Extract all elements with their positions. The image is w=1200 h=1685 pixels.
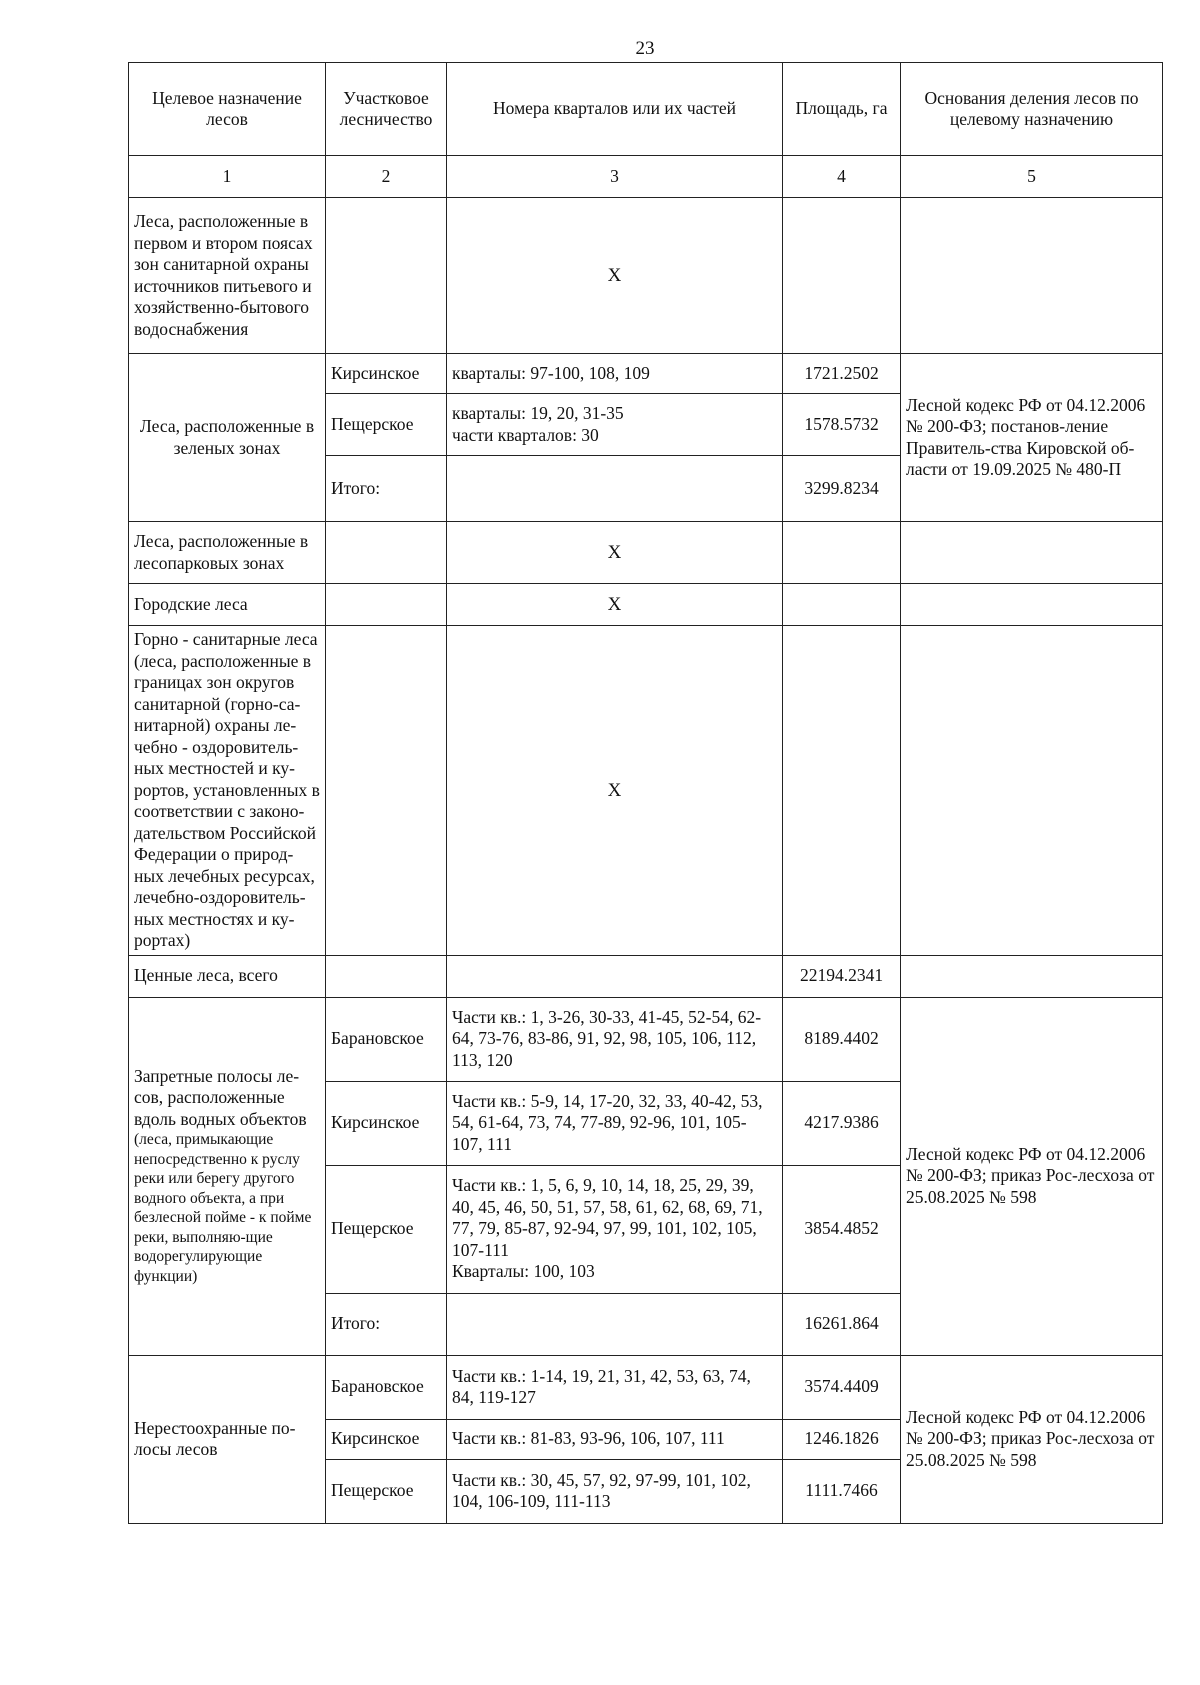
table-row [129, 1355, 1163, 1419]
forestry-cell: Барановское [326, 1355, 447, 1419]
table-row [129, 522, 1163, 584]
total-label: Итого: [326, 1293, 447, 1355]
area-cell: 3574.4409 [783, 1355, 901, 1419]
basis-cell: Лесной кодекс РФ от 04.12.2006 № 200-ФЗ; приказ Рос-лесхоза от 25.08.2025 № 598 [901, 1355, 1163, 1523]
purpose-cell: Леса, расположенные в зеленых зонах [129, 354, 326, 522]
forestry-cell: Кирсинское [326, 354, 447, 394]
quarters-cell [447, 394, 783, 456]
purpose-cell: Нерестоохранные по-лосы лесов [129, 1355, 326, 1523]
header-row [129, 63, 1163, 156]
not-applicable-mark: Х [447, 522, 783, 584]
forestry-cell: Пещерское [326, 394, 447, 456]
purpose-note: (леса, примыкающие непосредственно к руслу реки или берегу другого водного объекта, а при безлесной пойме - к пойме реки, выполняю-щие водорегулирующие функции) [134, 1131, 312, 1285]
col-number: 2 [326, 156, 447, 198]
header-purpose: Целевое назначение лесов [129, 63, 326, 156]
table-row [129, 626, 1163, 956]
column-number-row [129, 156, 1163, 198]
total-area: 16261.864 [783, 1293, 901, 1355]
quarters-line: кварталы: 19, 20, 31-35 [452, 403, 624, 423]
purpose-cell: Городские леса [129, 584, 326, 626]
area-cell: 4217.9386 [783, 1081, 901, 1165]
quarters-cell [447, 1165, 783, 1293]
basis-cell: Лесной кодекс РФ от 04.12.2006 № 200-ФЗ; постанов-ление Правитель-ства Кировской об-ласти от 19.09.2025 № 480-П [901, 354, 1163, 522]
total-label: Итого: [326, 456, 447, 522]
area-cell: 1246.1826 [783, 1419, 901, 1459]
page-number: 23 [635, 38, 655, 59]
area-cell: 3854.4852 [783, 1165, 901, 1293]
col-number: 1 [129, 156, 326, 198]
purpose-cell: Леса, расположенные в лесопарковых зонах [129, 522, 326, 584]
quarters-cell: Части кв.: 30, 45, 57, 92, 97-99, 101, 102, 104, 106-109, 111-113 [447, 1459, 783, 1523]
quarters-line: части кварталов: 30 [452, 424, 599, 445]
col-number: 3 [447, 156, 783, 198]
quarters-line: Кварталы: 100, 103 [452, 1261, 595, 1282]
header-quarters: Номера кварталов или их частей [447, 63, 783, 156]
header-forestry: Участковое лесничество [326, 63, 447, 156]
table-row [129, 354, 1163, 394]
header-basis: Основания деления лесов по целевому назначению [901, 63, 1163, 156]
not-applicable-mark: Х [447, 584, 783, 626]
not-applicable-mark: Х [447, 626, 783, 956]
forestry-cell: Пещерское [326, 1165, 447, 1293]
table-row [129, 955, 1163, 997]
quarters-cell: Части кв.: 1-14, 19, 21, 31, 42, 53, 63, 74, 84, 119-127 [447, 1355, 783, 1419]
col-number: 4 [783, 156, 901, 198]
not-applicable-mark: Х [447, 198, 783, 354]
basis-cell: Лесной кодекс РФ от 04.12.2006 № 200-ФЗ; приказ Рос-лесхоза от 25.08.2025 № 598 [901, 997, 1163, 1355]
table-row [129, 198, 1163, 354]
purpose-cell: Леса, расположенные в первом и втором поясах зон санитарной охраны источников питьевого и хозяйственно-бытового водоснабжения [129, 198, 326, 354]
col-number: 5 [901, 156, 1163, 198]
purpose-cell [129, 997, 326, 1355]
area-cell: 1111.7466 [783, 1459, 901, 1523]
forest-purpose-table [128, 62, 1163, 1524]
purpose-cell: Горно - санитарные леса (леса, расположенные в границах зон округов санитарной (горно-са-нитарной) охраны ле-чебно - оздоровитель-ных местностей и ку-рортов, установленных в соответствии с законо-дательством Российской Федерации о природ-ных лечебных ресурсах, лечебно-оздоровитель-ных местностях и ку-рортах) [129, 626, 326, 956]
forestry-cell: Пещерское [326, 1459, 447, 1523]
area-cell: 8189.4402 [783, 997, 901, 1081]
purpose-text: Запретные полосы ле-сов, расположенные вдоль водных объектов [134, 1065, 307, 1129]
area-cell: 22194.2341 [783, 955, 901, 997]
table-row [129, 584, 1163, 626]
quarters-line: Части кв.: 1, 5, 6, 9, 10, 14, 18, 25, 29, 39, 40, 45, 46, 50, 51, 57, 58, 61, 62, 68, 69, 71, 77, 79, 85-87, 92-94, 97, 99, 101, 102, 105, 107-111 [452, 1175, 763, 1260]
area-cell: 1721.2502 [783, 354, 901, 394]
header-area: Площадь, га [783, 63, 901, 156]
table-row [129, 997, 1163, 1081]
area-cell: 1578.5732 [783, 394, 901, 456]
quarters-cell: Части кв.: 1, 3-26, 30-33, 41-45, 52-54, 62-64, 73-76, 83-86, 91, 92, 98, 105, 106, 112, 113, 120 [447, 997, 783, 1081]
quarters-cell: Части кв.: 5-9, 14, 17-20, 32, 33, 40-42, 53, 54, 61-64, 73, 74, 77-89, 92-96, 101, 105-107, 111 [447, 1081, 783, 1165]
forestry-cell: Кирсинское [326, 1419, 447, 1459]
quarters-cell: кварталы: 97-100, 108, 109 [447, 354, 783, 394]
forestry-cell: Барановское [326, 997, 447, 1081]
total-area: 3299.8234 [783, 456, 901, 522]
forestry-cell: Кирсинское [326, 1081, 447, 1165]
purpose-cell: Ценные леса, всего [129, 955, 326, 997]
quarters-cell: Части кв.: 81-83, 93-96, 106, 107, 111 [447, 1419, 783, 1459]
